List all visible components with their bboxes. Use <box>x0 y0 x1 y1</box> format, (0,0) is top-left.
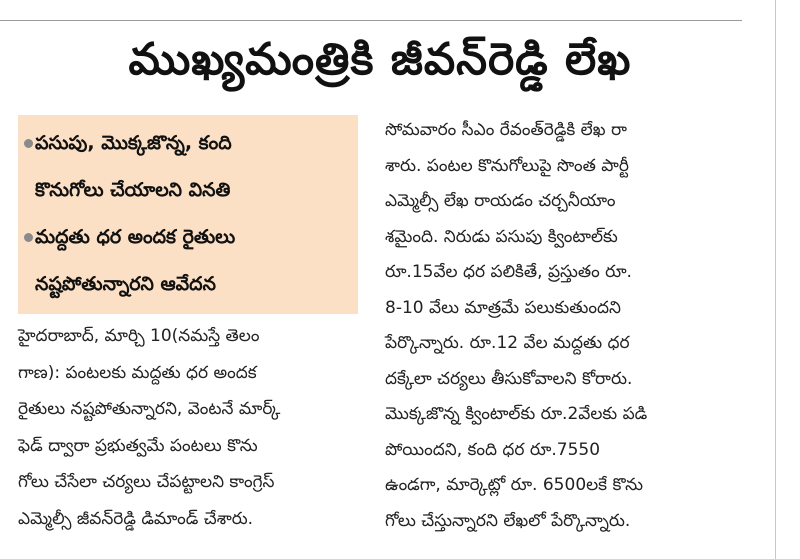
headline: ముఖ్యమంత్రికి జీవన్‌రెడ్డి లేఖ <box>128 34 632 85</box>
body-line: ఫెడ్ ద్వారా ప్రభుత్వమే పంటలు కొను <box>18 435 258 456</box>
right-divider <box>775 0 776 559</box>
body-line: దక్కేలా చర్యలు తీసుకోవాలని కోరారు. <box>385 368 633 389</box>
clipped-previous-article <box>0 0 775 20</box>
highlight-line: కొనుగోలు చేయాలని వినతి <box>35 179 231 201</box>
body-line: మొక్కజొన్న క్వింటాల్‌కు రూ.2వేలకు పడి <box>385 404 648 424</box>
body-line: రైతులు నష్టపోతున్నారని, వెంటనే మార్క్ <box>18 399 281 419</box>
body-line: గాణ): పంటలకు మద్దతు ధర అందక <box>18 362 257 383</box>
highlight-line: మద్దతు ధర అందక రైతులు <box>35 226 236 248</box>
body-line: ఎమ్మెల్సీ జీవన్‌రెడ్డి డిమాండ్ చేశారు. <box>18 508 254 529</box>
body-line: ఎమ్మెల్సీ లేఖ రాయడం చర్చనీయాం <box>385 191 616 211</box>
body-line: గోలు చేసేలా చర్యలు చేపట్టాలని కాంగ్రెస్ <box>18 472 275 492</box>
top-divider <box>0 20 742 21</box>
bullet-dot-icon <box>24 233 33 242</box>
highlight-line: పసుపు, మొక్కజొన్న, కంది <box>35 132 232 154</box>
body-line: గోలు చేస్తున్నారని లేఖలో పేర్కొన్నారు. <box>385 510 631 531</box>
body-line: శమైంది. నిరుడు పసుపు క్వింటాల్‌కు <box>385 226 618 247</box>
body-line: పేర్కొన్నారు. రూ.12 వేల మద్దతు ధర <box>385 333 630 353</box>
body-line: సోమవారం సీఎం రేవంత్‌రెడ్డికి లేఖ రా <box>385 120 627 140</box>
body-line: పోయిందని, కంది ధర రూ.7550 <box>385 439 601 460</box>
body-line: శారు. పంటల కొనుగోలుపై సొంత పార్టీ <box>385 155 629 176</box>
highlight-line: నష్టపోతున్నారని ఆవేదన <box>35 273 216 295</box>
bullet-dot-icon <box>24 139 33 148</box>
body-line: హైదరాబాద్, మార్చి 10(నమస్తే తెలం <box>18 326 260 346</box>
body-line: 8-10 వేలు మాత్రమే పలుకుతుందని <box>385 297 621 318</box>
body-line: ఉండగా, మార్కెట్లో రూ. 6500లకే కొను <box>385 475 643 495</box>
body-line: రూ.15వేల ధర పలికితే, ప్రస్తుతం రూ. <box>385 262 632 282</box>
